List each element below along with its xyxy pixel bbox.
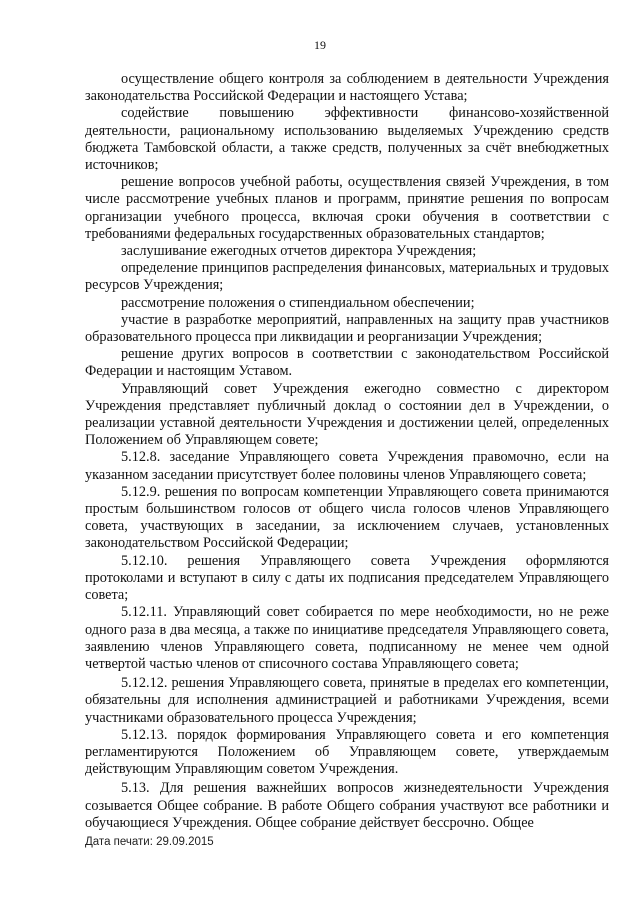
paragraph: определение принципов распределения финансовых, материальных и трудовых ресурсов Учреждения; bbox=[85, 260, 609, 294]
print-date: Дата печати: 29.09.2015 bbox=[85, 836, 214, 848]
paragraph: 5.12.10. решения Управляющего совета Учреждения оформляются протоколами и вступают в силу с даты их подписания председателем Управляющего совета; bbox=[85, 552, 609, 604]
paragraph: решение других вопросов в соответствии с законодательством Российской Федерации и настоящим Уставом. bbox=[85, 346, 609, 380]
paragraph: 5.12.9. решения по вопросам компетенции Управляющего совета принимаются простым большинством голосов от общего числа голосов членов Управляющего совета, участвующих в заседании, за исключением случаев, установленных законодательством Российской Федерации; bbox=[85, 483, 609, 552]
paragraph: 5.12.12. решения Управляющего совета, принятые в пределах его компетенции, обязательны для исполнения администрацией и работниками Учреждения, всеми участниками образовательного процесса Учреждения; bbox=[85, 675, 609, 726]
document-body bbox=[85, 71, 609, 832]
paragraph: 5.12.11. Управляющий совет собирается по мере необходимости, но не реже одного раза в два месяца, а также по инициативе председателя Управляющего совета, заявлению членов Управляющего совета, подписанному не менее чем одной четвертой частью членов от списочного состава Управляющего совета; bbox=[85, 604, 609, 672]
page-number: 19 bbox=[314, 38, 326, 52]
paragraph: содействие повышению эффективности финансово-хозяйственной деятельности, рациональному использованию выделяемых Учреждению средств бюджета Тамбовской области, а также средств, полученных за счёт внебюджетных источников; bbox=[85, 105, 609, 174]
paragraph: Управляющий совет Учреждения ежегодно совместно с директором Учреждения представляет публичный доклад о состоянии дел в Учреждении, о реализации уставной деятельности Учреждения и достижении целей, определенных Положением об Управляющем совете; bbox=[85, 380, 609, 449]
paragraph: осуществление общего контроля за соблюдением в деятельности Учреждения законодательства Российской Федерации и настоящего Устава; bbox=[85, 71, 609, 105]
paragraph: рассмотрение положения о стипендиальном обеспечении; bbox=[121, 294, 475, 311]
paragraph: 5.12.13. порядок формирования Управляющего совета и его компетенция регламентируются Положением об Управляющем совете, утверждаемым действующим Управляющим советом Учреждения. bbox=[85, 726, 609, 778]
paragraph: 5.13. Для решения важнейших вопросов жизнедеятельности Учреждения созывается Общее собрание. В работе Общего собрания участвуют все работники и обучающиеся Учреждения. Общее собрание действует бессрочно. Общее bbox=[85, 780, 609, 831]
paragraph: участие в разработке мероприятий, направленных на защиту прав участников образовательного процесса при ликвидации и реорганизации Учреждения; bbox=[85, 311, 609, 346]
paragraph: 5.12.8. заседание Управляющего совета Учреждения правомочно, если на указанном заседании присутствует более половины членов Управляющего совета; bbox=[85, 449, 609, 483]
paragraph: решение вопросов учебной работы, осуществления связей Учреждения, в том числе рассмотрение учебных планов и программ, принятие решения по вопросам организации учебного процесса, включая сроки обучения в соответствии с требованиями федеральных государственных образовательных стандартов; bbox=[85, 174, 609, 242]
paragraph: заслушивание ежегодных отчетов директора Учреждения; bbox=[121, 243, 477, 260]
